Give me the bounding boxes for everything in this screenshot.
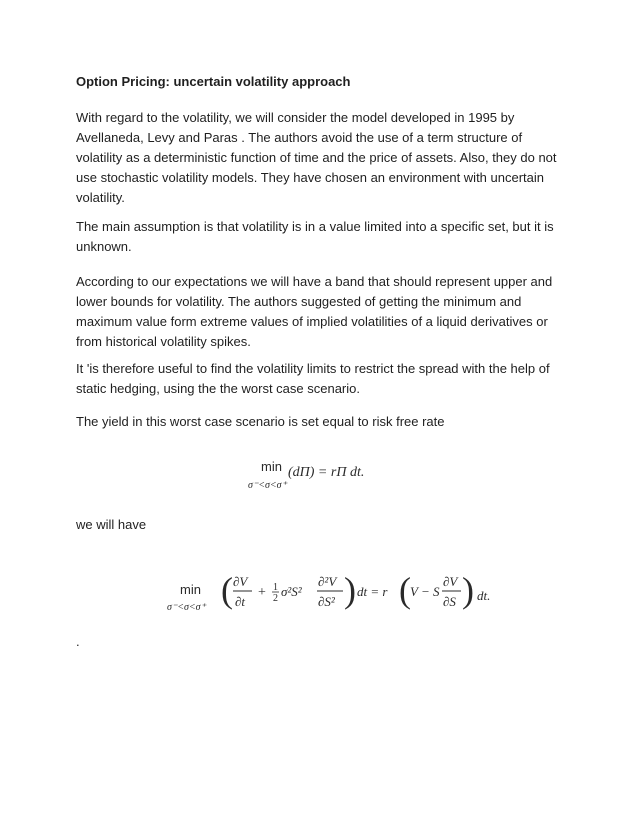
eq2-d2v: ∂²V (318, 574, 337, 589)
trailing-period: . (76, 634, 80, 649)
equation-min-portfolio-graphic (248, 458, 398, 494)
eq2-ds2: ∂S² (318, 594, 335, 609)
eq2-min-word: min (180, 582, 201, 597)
paragraph-expectations: According to our expectations we will have a band that should represent upper and lower bounds for volatility. The authors suggested of getting the minimum and maximum value form extreme values of implied volatilities of a liquid derivatives or from historical volatility spikes. (76, 274, 553, 349)
eq2-right-paren-2: ) (462, 570, 474, 610)
document-title: Option Pricing: uncertain volatility approach (76, 74, 351, 89)
eq2-subscript: σ⁻<σ<σ⁺ (167, 602, 206, 613)
eq2-dt: ∂t (235, 594, 246, 609)
eq2-ds: ∂S (443, 594, 456, 609)
paragraph-we-will-have: we will have (76, 517, 147, 532)
eq2-right-paren: ) (344, 570, 356, 610)
equation-min-portfolio (248, 458, 398, 494)
eq2-half-den: 2 (273, 593, 278, 604)
eq2-v-minus-s: V − S (410, 584, 440, 599)
eq1-subscript: σ⁻<σ<σ⁺ (248, 480, 287, 491)
eq2-dv2: ∂V (443, 574, 458, 589)
eq2-dv: ∂V (233, 574, 248, 589)
paragraph-model-description: With regard to the volatility, we will consider the model developed in 1995 by Avellaneda, Levy and Paras . The authors avoid the use of a term structure of volatility as a deterministic function of time and the price of assets. Also, they do not use stochastic volatility models. They have chosen an environment with uncertain volatility. (76, 110, 557, 205)
eq2-rhs-dt: dt = r (357, 584, 388, 599)
equation-pde-graphic (167, 566, 477, 618)
eq2-left-paren-2: ( (399, 570, 411, 610)
eq1-expression: (dΠ) = rΠ dt. (288, 465, 365, 480)
eq2-plus: + (258, 585, 266, 600)
eq2-left-paren: ( (221, 570, 233, 610)
eq2-sigma-s: σ²S² (281, 584, 302, 599)
eq1-min-word: min (261, 459, 282, 474)
eq2-half-num: 1 (273, 582, 278, 593)
equation-pde-inequality (167, 566, 491, 618)
paragraph-main-assumption: The main assumption is that volatility is in a value limited into a specific set, but it is unknown. (76, 219, 554, 254)
eq2-end: dt. (477, 588, 491, 603)
paragraph-worst-case-yield: The yield in this worst case scenario is set equal to risk free rate (76, 414, 445, 429)
paragraph-static-hedging: It 'is therefore useful to find the volatility limits to restrict the spread with the help of static hedging, using the the worst case scenario. (76, 361, 550, 396)
